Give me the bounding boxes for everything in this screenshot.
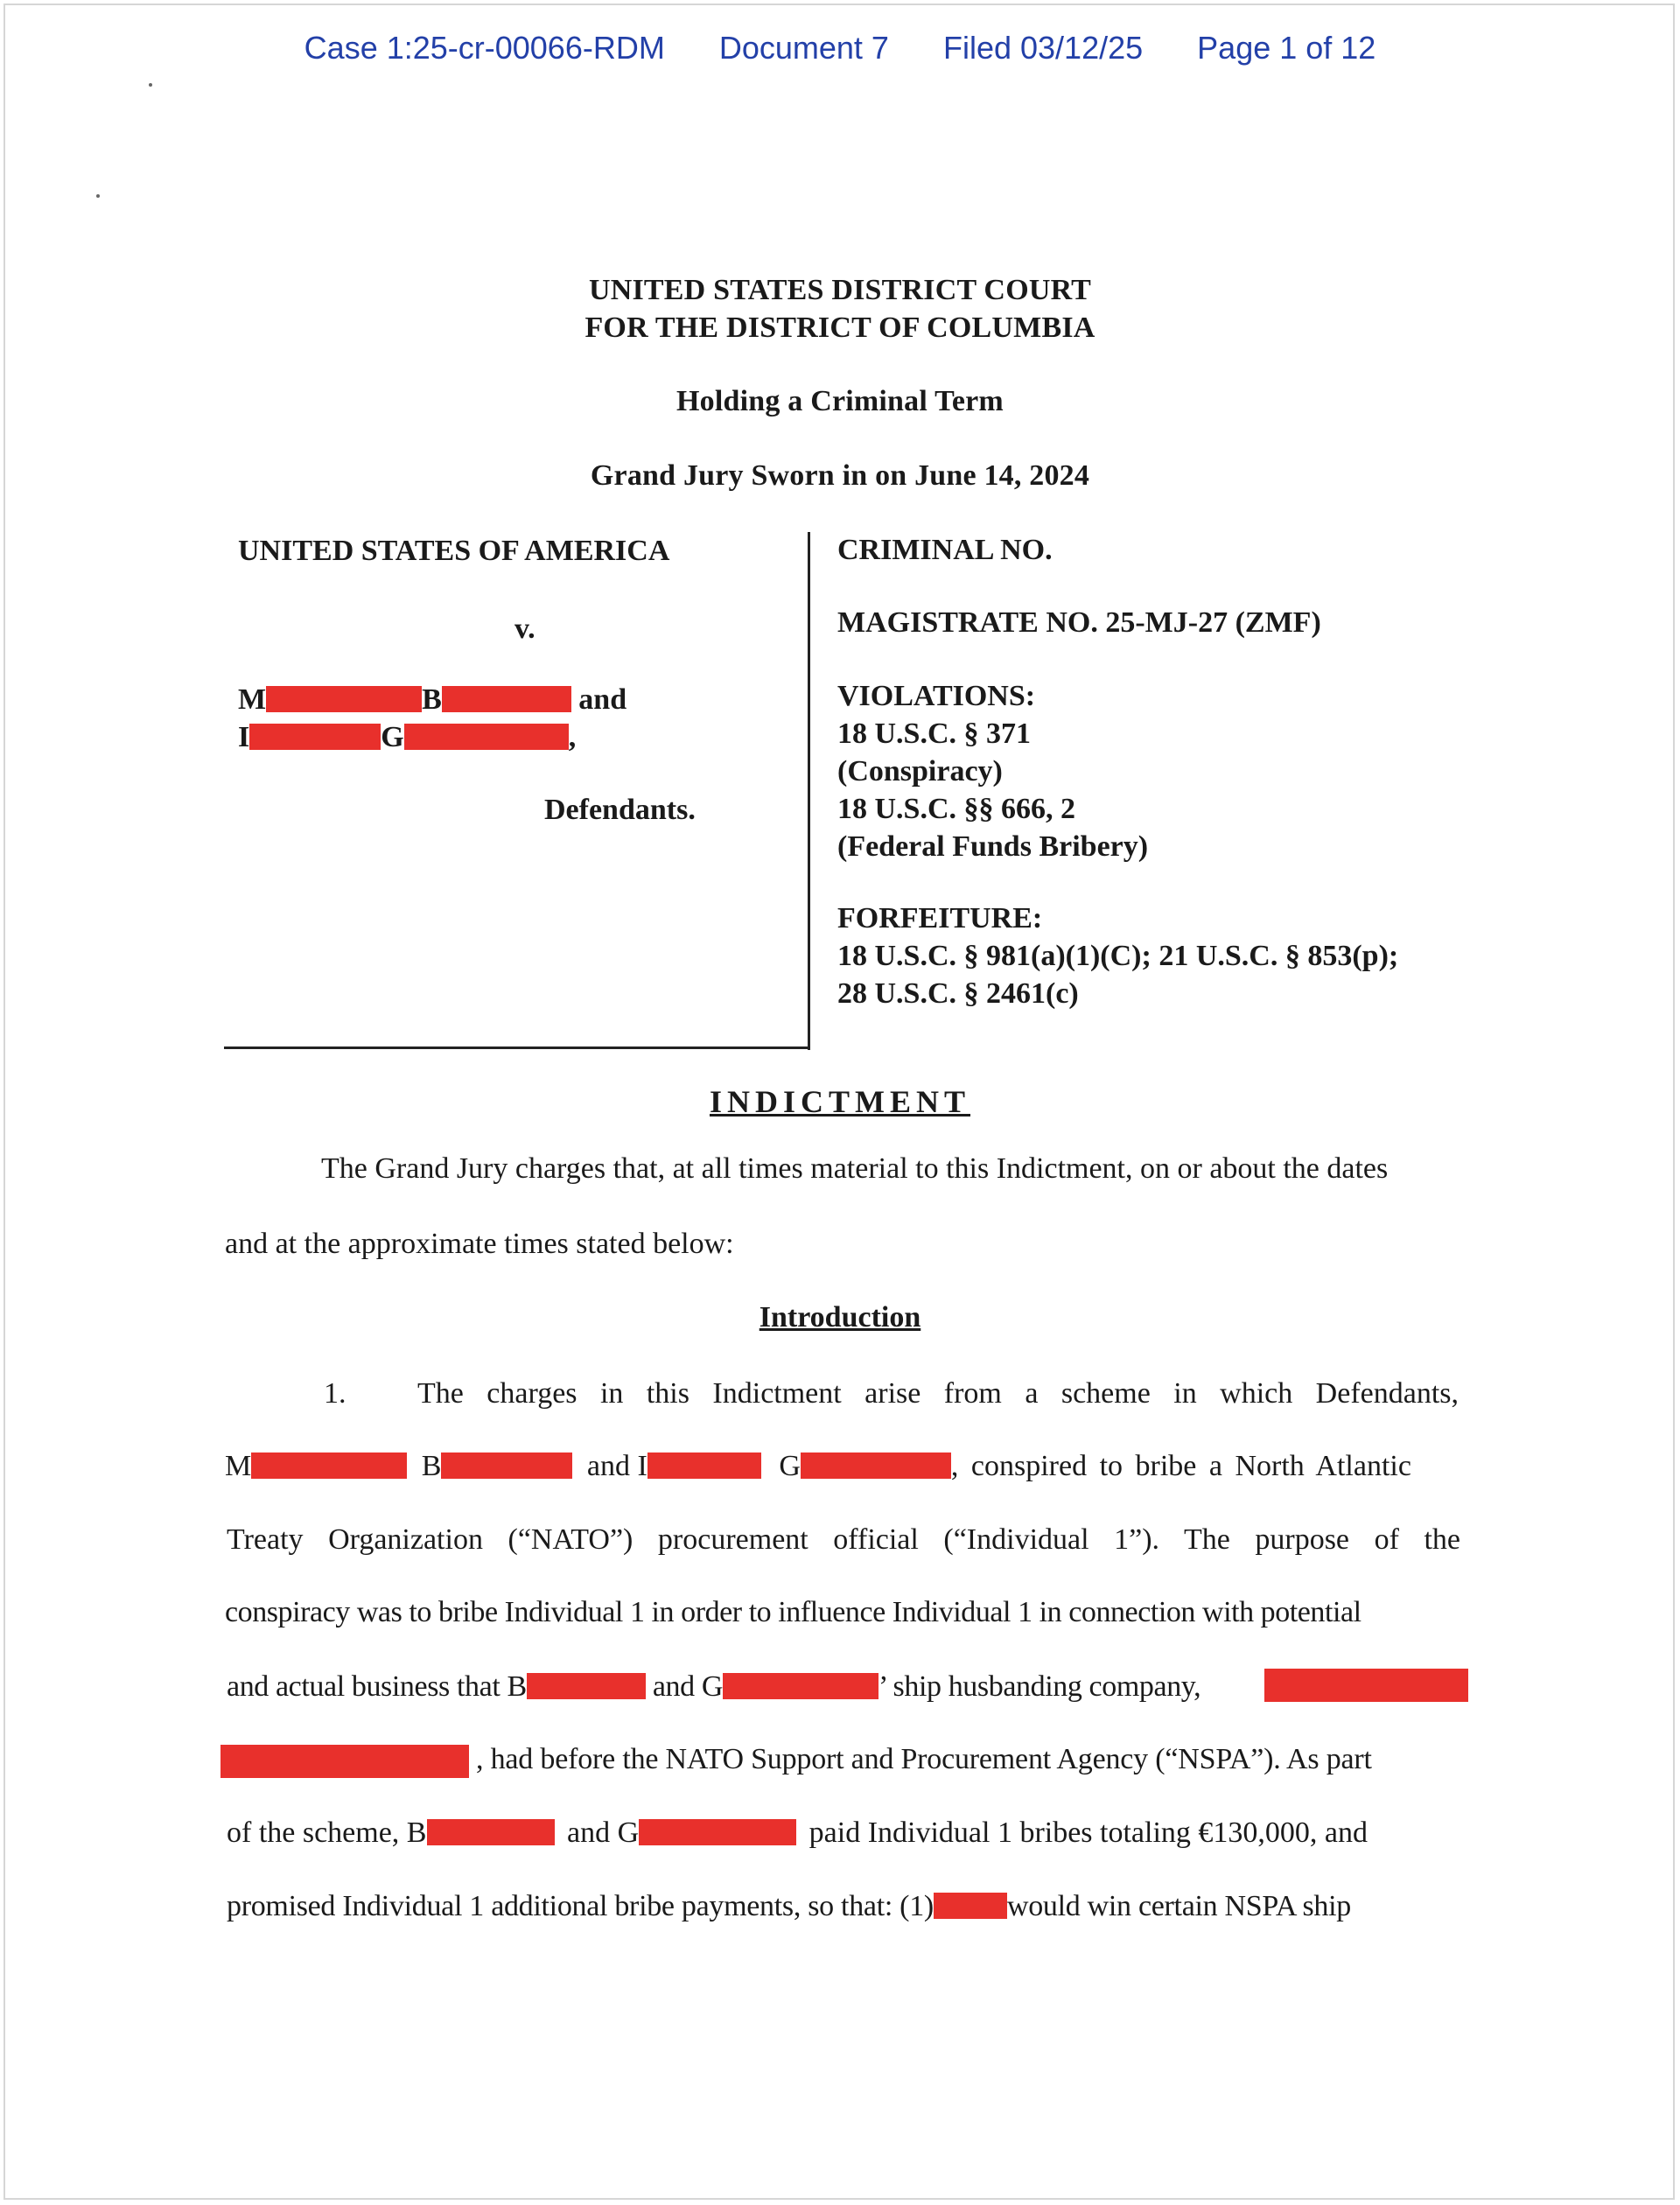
caption-divider-vertical	[808, 532, 810, 1050]
para1-line-7-a: of the scheme, B	[227, 1816, 427, 1849]
plaintiff-name: UNITED STATES OF AMERICA	[238, 535, 670, 567]
redaction-block	[648, 1452, 761, 1479]
court-district: FOR THE DISTRICT OF COLUMBIA	[584, 312, 1096, 344]
forfeiture-item: 28 U.S.C. § 2461(c)	[837, 977, 1079, 1010]
defendant-2-initial: I	[238, 721, 250, 753]
defendant-2-surname-initial: G	[381, 721, 404, 753]
document-number: Document 7	[718, 30, 889, 66]
para1-line-7-b: and G	[567, 1816, 640, 1849]
criminal-number: CRIMINAL NO.	[837, 534, 1053, 566]
indictment-title: INDICTMENT	[709, 1084, 971, 1119]
para1-line-2	[225, 1450, 1411, 1483]
violations-block	[837, 677, 1148, 865]
preamble-line-1: The Grand Jury charges that, at all times material to this Indictment, on or about the dates	[321, 1152, 1389, 1185]
defendant-line-2	[238, 721, 576, 754]
redaction-block	[404, 724, 569, 750]
caption-divider-horizontal	[224, 1046, 810, 1049]
defendant-1-surname-initial: B	[422, 683, 442, 716]
scan-speck	[149, 83, 152, 87]
para1-line-7-c: paid Individual 1 bribes totaling €130,000, and	[808, 1816, 1368, 1849]
redaction-block	[427, 1819, 555, 1845]
para1-line-8-a: promised Individual 1 additional bribe payments, so that: (1)	[227, 1890, 934, 1922]
redaction-block	[1264, 1669, 1468, 1702]
redaction-block	[442, 686, 571, 712]
and-label: and I	[586, 1450, 648, 1482]
para1-line-7	[227, 1816, 1368, 1850]
preamble-line-2: and at the approximate times stated below:	[225, 1228, 734, 1260]
para1-line-4: conspiracy was to bribe Individual 1 in order to influence Individual 1 in connection with potential	[225, 1596, 1362, 1628]
para1-line-5	[227, 1670, 1200, 1704]
defendant-1-surname-initial: B	[421, 1450, 442, 1482]
court-name: UNITED STATES DISTRICT COURT	[588, 274, 1092, 306]
para1-line-5-c: ’ ship husbanding company,	[878, 1670, 1201, 1703]
defendant-1-initial: M	[225, 1450, 252, 1482]
violations-label: VIOLATIONS:	[837, 680, 1036, 712]
forfeiture-item: 18 U.S.C. § 981(a)(1)(C); 21 U.S.C. § 853(p);	[837, 940, 1399, 972]
defendant-line-1	[238, 683, 626, 717]
comma: ,	[568, 721, 577, 753]
para1-line-8	[227, 1890, 1351, 1923]
para1-line-1: The charges in this Indictment arise from a scheme in which Defendants,	[417, 1377, 1459, 1410]
redaction-block	[266, 686, 422, 712]
redaction-block	[801, 1452, 951, 1479]
para1-line-6: , had before the NATO Support and Procurement Agency (“NSPA”). As part	[476, 1743, 1372, 1775]
redaction-block	[220, 1745, 469, 1778]
criminal-term: Holding a Criminal Term	[676, 385, 1004, 417]
magistrate-number: MAGISTRATE NO. 25-MJ-27 (ZMF)	[837, 606, 1321, 639]
para1-line-5-b: and G	[652, 1670, 724, 1703]
para1-line-3: Treaty Organization (“NATO”) procurement official (“Individual 1”). The purpose of the	[227, 1523, 1460, 1556]
violation-item: 18 U.S.C. §§ 666, 2	[837, 793, 1076, 825]
versus: v.	[514, 612, 536, 645]
redaction-block	[639, 1819, 796, 1845]
redaction-block	[723, 1673, 878, 1699]
filed-date: Filed 03/12/25	[942, 30, 1144, 66]
forfeiture-block	[837, 900, 1398, 1012]
defendant-1-initial: M	[238, 683, 267, 716]
introduction-heading: Introduction	[759, 1301, 921, 1334]
ecf-header	[0, 30, 1680, 66]
forfeiture-label: FORFEITURE:	[837, 902, 1043, 934]
violation-item: 18 U.S.C. § 371	[837, 718, 1032, 750]
violation-item: (Federal Funds Bribery)	[837, 830, 1149, 863]
grand-jury-sworn: Grand Jury Sworn in on June 14, 2024	[590, 459, 1090, 492]
redaction-block	[249, 724, 381, 750]
para1-line-5-a: and actual business that B	[227, 1670, 527, 1703]
case-number: Case 1:25-cr-00066-RDM	[304, 30, 665, 66]
para1-line-8-b: would win certain NSPA ship	[1006, 1890, 1351, 1922]
defendants-label: Defendants.	[544, 794, 696, 826]
paragraph-number: 1.	[324, 1377, 346, 1410]
redaction-block	[527, 1673, 646, 1699]
violation-item: (Conspiracy)	[837, 755, 1003, 788]
page-number: Page 1 of 12	[1197, 30, 1376, 66]
and-label: and	[578, 683, 627, 716]
scan-speck	[96, 194, 100, 198]
para1-line-2-rest: , conspired to bribe a North Atlantic	[950, 1450, 1411, 1482]
redaction-block	[251, 1452, 407, 1479]
redaction-block	[934, 1893, 1007, 1919]
defendant-2-surname-initial: G	[779, 1450, 801, 1482]
redaction-block	[441, 1452, 572, 1479]
